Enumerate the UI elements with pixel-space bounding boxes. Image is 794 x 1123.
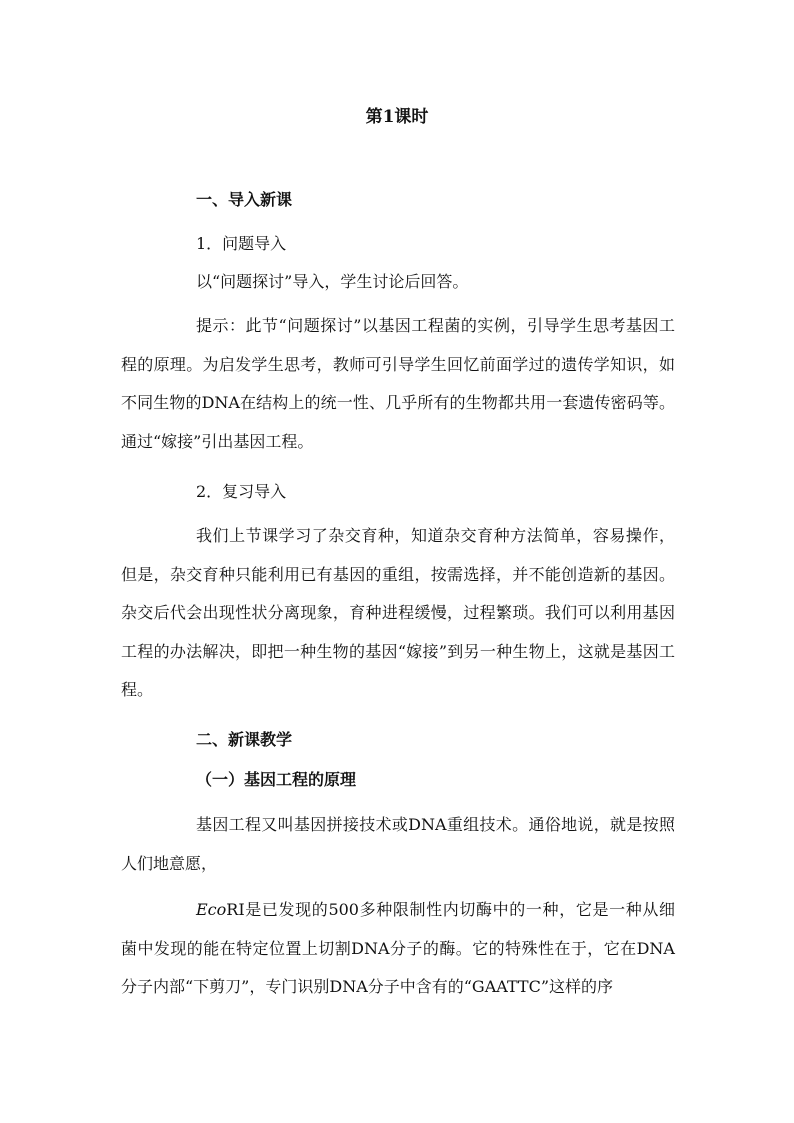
section-heading-new-lesson: 二、新课教学 xyxy=(196,730,293,749)
sub-heading-principle: （一）基因工程的原理 xyxy=(196,770,357,789)
item-title-review-intro: 2．复习导入 xyxy=(196,482,287,501)
ecori-italic-text: Eco xyxy=(196,900,227,919)
section-heading-intro: 一、导入新课 xyxy=(196,190,293,209)
principle-paragraph: 基因工程又叫基因拼接技术或DNA重组技术。通俗地说，就是按照人们地意愿， xyxy=(121,815,675,873)
lesson-title: 第1课时 xyxy=(365,107,429,127)
ecori-paragraph xyxy=(121,891,675,1007)
question-intro-line: 以“问题探讨”导入，学生讨论后回答。 xyxy=(196,272,469,291)
hint-paragraph: 提示：此节“问题探讨”以基因工程菌的实例，引导学生思考基因工程的原理。为启发学生思考，教师可引导学生回忆前面学过的遗传学知识，如不同生物的DNA在结构上的统一性、几乎所有的生物都共用一套遗传密码等。通过“嫁接”引出基因工程。 xyxy=(121,316,675,451)
ecori-rest-text: RI是已发现的500多种限制性内切酶中的一种，它是一种从细菌中发现的能在特定位置上切割DNA分子的酶。它的特殊性在于，它在DNA分子内部“下剪刀”，专门识别DNA分子中含有的“GAATTC”这样的序 xyxy=(121,900,675,996)
item-title-question-intro: 1．问题导入 xyxy=(196,234,287,253)
review-paragraph: 我们上节课学习了杂交育种，知道杂交育种方法简单，容易操作，但是，杂交育种只能利用已有基因的重组，按需选择，并不能创造新的基因。杂交后代会出现性状分离现象，育种进程缓慢，过程繁琐。我们可以利用基因工程的办法解决，即把一种生物的基因“嫁接”到另一种生物上，这就是基因工程。 xyxy=(121,526,675,699)
